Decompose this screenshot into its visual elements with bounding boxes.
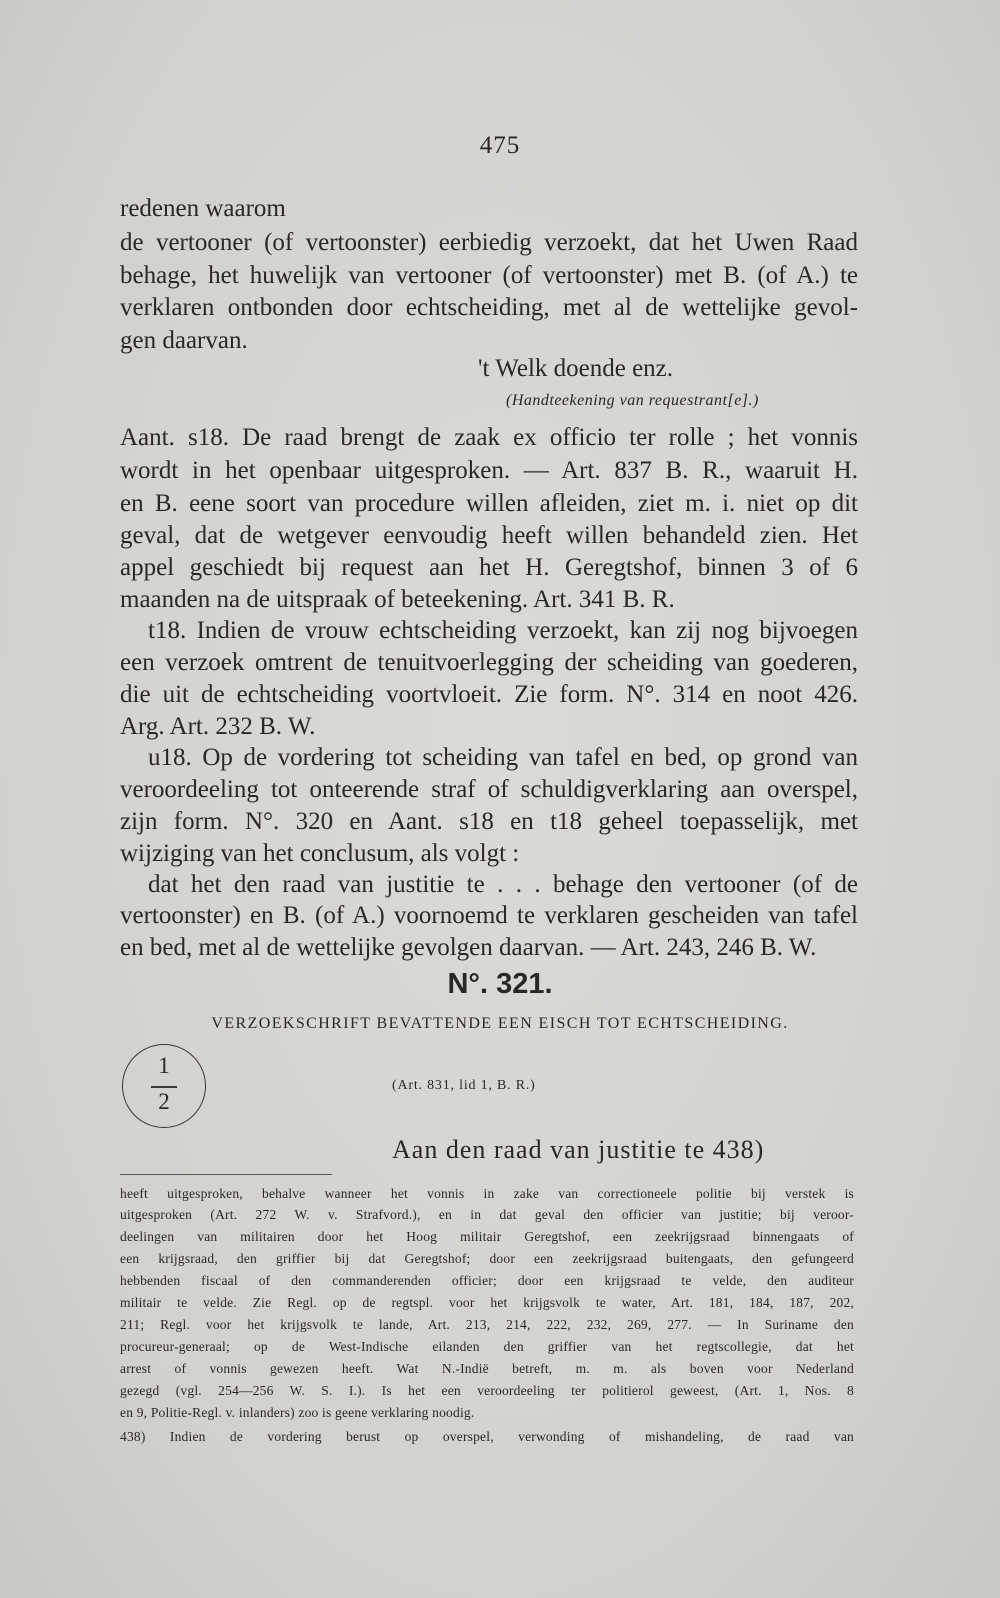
body-line: zijn form. N°. 320 en Aant. s18 en t18 geheel toepasselijk, met [120, 808, 858, 835]
body-line: en B. eene soort van procedure willen afleiden, ziet m. i. niet op dit [120, 490, 858, 517]
footnote-divider [120, 1174, 332, 1175]
body-line: vertoonster) en B. (of A.) voornoemd te verklaren gescheiden van tafel [120, 902, 858, 929]
page-number: 475 [479, 132, 521, 159]
body-line: verklaren ontbonden door echtscheiding, met al de wettelijke gevol- [120, 294, 858, 321]
body-line: maanden na de uitspraak of beteekening. Art. 341 B. R. [120, 586, 675, 613]
footnote-line: procureur-generaal; op de West-Indische eilanden den griffier van het regtscollegie, dat het [120, 1339, 854, 1354]
footnote-line: 211; Regl. voor het krijgsvolk te lande, Art. 213, 214, 222, 232, 269, 277. — In Suriname den [120, 1317, 854, 1332]
body-line: dat het den raad van justitie te . . . behage den vertooner (of de [148, 871, 858, 898]
closing-formula: 't Welk doende enz. [478, 355, 674, 382]
footnote-line: uitgesproken (Art. 272 W. v. Strafvord.), en in dat geval den officier van justitie; bij veroor- [120, 1207, 854, 1222]
stamp-denominator: 2 [158, 1089, 170, 1114]
footnote-line: en 9, Politie-Regl. v. inlanders) zoo is geene verklaring noodig. [120, 1405, 475, 1420]
footnote-line: militair te velde. Zie Regl. op de regtspl. voor het krijgsvolk te water, Art. 181, 184, 187, 202, [120, 1295, 854, 1310]
body-line: redenen waarom [120, 195, 286, 222]
body-line: behage, het huwelijk van vertooner (of vertoonster) met B. (of A.) te [120, 262, 858, 289]
body-line: Arg. Art. 232 B. W. [120, 713, 316, 740]
body-line: een verzoek omtrent de tenuitvoerlegging der scheiding van goederen, [120, 649, 858, 676]
body-line: t18. Indien de vrouw echtscheiding verzoekt, kan zij nog bijvoegen [148, 617, 858, 644]
body-line: en bed, met al de wettelijke gevolgen daarvan. — Art. 243, 246 B. W. [120, 934, 817, 961]
footnote-line: hebbenden fiscaal of den commanderenden officier; door een krijgsraad te velde, den auditeur [120, 1273, 854, 1288]
stamp-fraction-bar [151, 1086, 177, 1088]
body-line: veroordeeling tot onteerende straf of schuldigverklaring aan overspel, [120, 776, 858, 803]
body-line: geval, dat de wetgever eenvoudig heeft willen behandeld zien. Het [120, 522, 858, 549]
footnote-line: een krijgsraad, den griffier bij dat Geregtshof; door een zeekrijgsraad buitengaats, den gefungeerd [120, 1251, 854, 1266]
body-line: de vertooner (of vertoonster) eerbiedig verzoekt, dat het Uwen Raad [120, 229, 858, 256]
fraction-stamp [122, 1044, 206, 1128]
section-title: VERZOEKSCHRIFT BEVATTENDE EEN EISCH TOT ECHTSCHEIDING. [211, 1015, 789, 1032]
body-line: gen daarvan. [120, 327, 248, 354]
body-line: u18. Op de vordering tot scheiding van tafel en bed, op grond van [148, 744, 858, 771]
address-line: Aan den raad van justitie te 438) [392, 1135, 765, 1164]
signature-note: (Handteekening van requestrant[e].) [506, 392, 759, 409]
article-reference: (Art. 831, lid 1, B. R.) [392, 1078, 536, 1093]
footnote-line: arrest of vonnis gewezen heeft. Wat N.-Indië betreft, m. m. als boven voor Nederland [120, 1361, 854, 1376]
body-line: appel geschiedt bij request aan het H. Geregtshof, binnen 3 of 6 [120, 554, 858, 581]
body-line: wijziging van het conclusum, als volgt : [120, 840, 520, 867]
body-line: die uit de echtscheiding voortvloeit. Zie form. N°. 314 en noot 426. [120, 681, 858, 708]
footnote-line: 438) Indien de vordering berust op overspel, verwonding of mishandeling, de raad van [120, 1429, 854, 1444]
body-line: Aant. s18. De raad brengt de zaak ex officio ter rolle ; het vonnis [120, 424, 858, 451]
footnote-line: gezegd (vgl. 254—256 W. S. I.). Is het een veroordeeling ter politierol geweest, (Art. 1, Nos. 8 [120, 1383, 854, 1398]
stamp-numerator: 1 [158, 1053, 170, 1078]
footnote-line: heeft uitgesproken, behalve wanneer het vonnis in zake van correctioneele politie bij verstek is [120, 1186, 854, 1201]
footnote-line: deelingen van militairen door het Hoog militair Geregtshof, een zeekrijgsraad binnengaats of [120, 1229, 854, 1244]
section-number: N°. 321. [447, 968, 553, 1000]
body-line: wordt in het openbaar uitgesproken. — Art. 837 B. R., waaruit H. [120, 457, 858, 484]
